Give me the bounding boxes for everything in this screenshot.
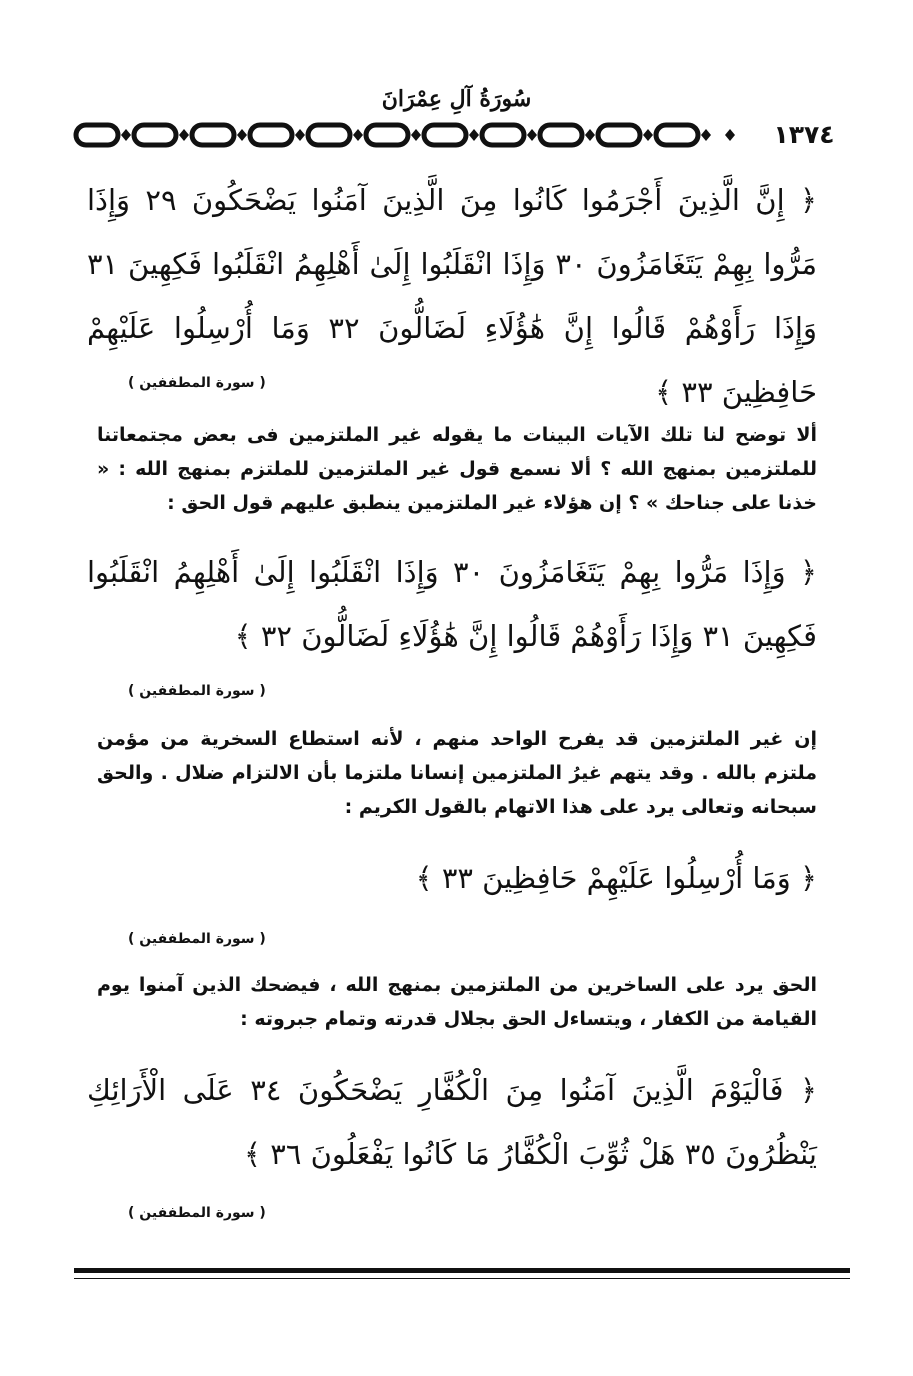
surah-reference: ( سورة المطففين ) [128,683,266,699]
quran-verses-block: ﴿ فَالْيَوْمَ الَّذِينَ آمَنُوا مِنَ الْكُفَّارِ يَضْحَكُونَ ٣٤ عَلَى الْأَرَائِكِ يَنْظُرُونَ ٣٥ هَلْ ثُوِّبَ الْكُفَّارُ مَا كَانُوا يَفْعَلُونَ ٣٦ ﴾ [87,1073,817,1171]
surah-reference: ( سورة المطففين ) [128,1205,266,1221]
quran-verses-block: ﴿ وَمَا أُرْسِلُوا عَلَيْهِمْ حَافِظِينَ ٣٣ ﴾ [415,861,817,895]
quran-verses-block: ﴿ وَإِذَا مَرُّوا بِهِمْ يَتَغَامَزُونَ ٣٠ وَإِذَا انْقَلَبُوا إِلَىٰ أَهْلِهِمُ انْقَلَبُوا فَكِهِينَ ٣١ وَإِذَا رَأَوْهُمْ قَالُوا إِنَّ هَٰؤُلَاءِ لَضَالُّونَ ٣٢ ﴾ [87,555,817,653]
footer-rule [74,1268,850,1273]
surah-title-header: سُورَةُ آلِ عِمْرَانَ [381,86,532,112]
quran-verses-block: ﴿ إِنَّ الَّذِينَ أَجْرَمُوا كَانُوا مِنَ الَّذِينَ آمَنُوا يَضْحَكُونَ ٢٩ وَإِذَا مَرُّوا بِهِمْ يَتَغَامَزُونَ ٣٠ وَإِذَا انْقَلَبُوا إِلَىٰ أَهْلِهِمُ انْقَلَبُوا فَكِهِينَ ٣١ وَإِذَا رَأَوْهُمْ قَالُوا إِنَّ هَٰؤُلَاءِ لَضَالُّونَ ٣٢ وَمَا أُرْسِلُوا عَلَيْهِمْ حَافِظِينَ ٣٣ ﴾ [87,183,817,409]
decorative-chain-border [72,118,854,152]
commentary-paragraph: ألا توضح لنا تلك الآيات البينات ما يقوله غير الملتزمين فى بعض مجتمعاتنا للملتزمين بمنهج الله ؟ ألا نسمع قول غير الملتزمين للملتزم بمنهج الله : « خذنا على جناحك » ؟ إن هؤلاء غير الملتزمين ينطبق عليهم قول الحق : [97,424,817,514]
surah-reference: ( سورة المطففين ) [128,931,266,947]
commentary-paragraph: إن غير الملتزمين قد يفرح الواحد منهم ، لأنه استطاع السخرية من مؤمن ملتزم بالله . وقد يتهم غيرُ الملتزمين إنسانا ملتزما بأن الالتزام ضلال . والحق سبحانه وتعالى يرد على هذا الاتهام بالقول الكريم : [97,728,817,818]
surah-reference: ( سورة المطففين ) [128,375,266,391]
footer-rule-thin [74,1278,850,1279]
chain-ornament-icon [72,118,854,152]
commentary-paragraph: الحق يرد على الساخرين من الملتزمين بمنهج الله ، فيضحك الذين آمنوا يوم القيامة من الكفار ، ويتساءل الحق بجلال قدرته وتمام جبروته : [97,974,817,1030]
page-number: ١٣٧٤ [748,118,860,152]
